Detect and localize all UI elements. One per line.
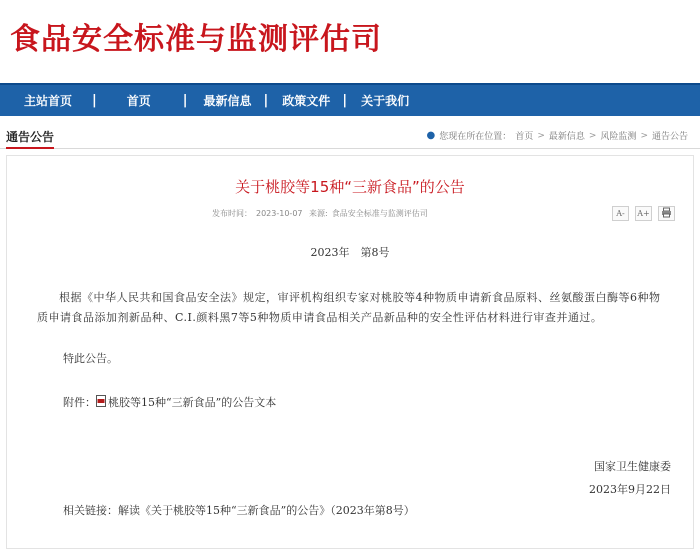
signature-date: 2023年9月22日 bbox=[589, 483, 671, 496]
nav-item-home[interactable]: 首页 bbox=[126, 94, 151, 108]
signature-org: 国家卫生健康委 bbox=[594, 460, 671, 473]
source-name: 食品安全标准与监测评估司 bbox=[331, 209, 428, 218]
pdf-file-icon bbox=[96, 395, 106, 410]
font-decrease-label: A- bbox=[616, 209, 625, 218]
article-notice: 特此公告。 bbox=[63, 352, 118, 365]
text-tools bbox=[612, 206, 675, 221]
article-title: 关于桃胶等15种“三新食品”的公告 bbox=[235, 178, 465, 196]
article-paragraph: 根据《中华人民共和国食品安全法》规定，审评机构组织专家对桃胶等4种物质申请新食品原料、丝氨酸蛋白酶等6种物质申请食品添加剂新品种、C.I.颜料黑7等5种物质申请食品相关产品新品种的安全性评估材料进行审查并通过。 bbox=[37, 291, 661, 324]
nav-item-latest[interactable]: 最新信息 bbox=[203, 94, 252, 108]
attachment-link[interactable]: 桃胶等15种“三新食品”的公告文本 bbox=[108, 396, 277, 409]
article-meta bbox=[212, 208, 432, 219]
nav-separator: | bbox=[92, 93, 97, 108]
nav-item-about[interactable]: 关于我们 bbox=[361, 94, 410, 108]
publish-label: 发布时间： bbox=[212, 209, 252, 218]
font-decrease-button[interactable] bbox=[612, 206, 629, 221]
print-icon bbox=[661, 211, 672, 220]
section-title: 通告公告 bbox=[6, 128, 54, 149]
source-label: 来源: bbox=[309, 209, 328, 218]
attachment bbox=[63, 394, 276, 410]
related-link[interactable]: 解读《关于桃胶等15种“三新食品”的公告》（2023年第8号） bbox=[118, 504, 415, 517]
print-button[interactable] bbox=[658, 206, 675, 221]
location-pin-icon: ● bbox=[426, 130, 436, 141]
breadcrumb bbox=[427, 129, 688, 142]
font-increase-label: A+ bbox=[637, 209, 650, 218]
breadcrumb-home[interactable]: 首页 bbox=[515, 132, 534, 142]
site-header bbox=[0, 0, 700, 82]
breadcrumb-current[interactable]: 通告公告 bbox=[651, 132, 688, 142]
section-bar bbox=[0, 124, 700, 149]
breadcrumb-separator: > bbox=[537, 130, 545, 141]
site-title[interactable]: 食品安全标准与监测评估司 bbox=[10, 22, 382, 57]
nav-separator: | bbox=[182, 93, 188, 108]
font-increase-button[interactable] bbox=[635, 206, 652, 221]
related-links bbox=[63, 502, 415, 518]
related-label: 相关链接： bbox=[63, 504, 118, 517]
nav-item-policy[interactable]: 政策文件 bbox=[282, 94, 331, 108]
attachment-label: 附件： bbox=[63, 396, 96, 409]
breadcrumb-prefix: 您现在所在位置： bbox=[439, 132, 512, 142]
article-panel bbox=[6, 155, 694, 549]
nav-separator: | bbox=[263, 93, 269, 108]
main-nav bbox=[0, 83, 700, 116]
nav-item-main-home[interactable]: 主站首页 bbox=[24, 94, 73, 108]
breadcrumb-latest[interactable]: 最新信息 bbox=[548, 132, 585, 142]
article-body bbox=[37, 288, 667, 328]
breadcrumb-monitoring[interactable]: 风险监测 bbox=[600, 132, 637, 142]
breadcrumb-separator: > bbox=[588, 130, 597, 141]
document-number: 2023年 第8号 bbox=[310, 246, 390, 259]
nav-separator: | bbox=[342, 93, 348, 108]
breadcrumb-separator: > bbox=[640, 130, 648, 141]
publish-date: 2023-10-07 bbox=[256, 209, 303, 218]
